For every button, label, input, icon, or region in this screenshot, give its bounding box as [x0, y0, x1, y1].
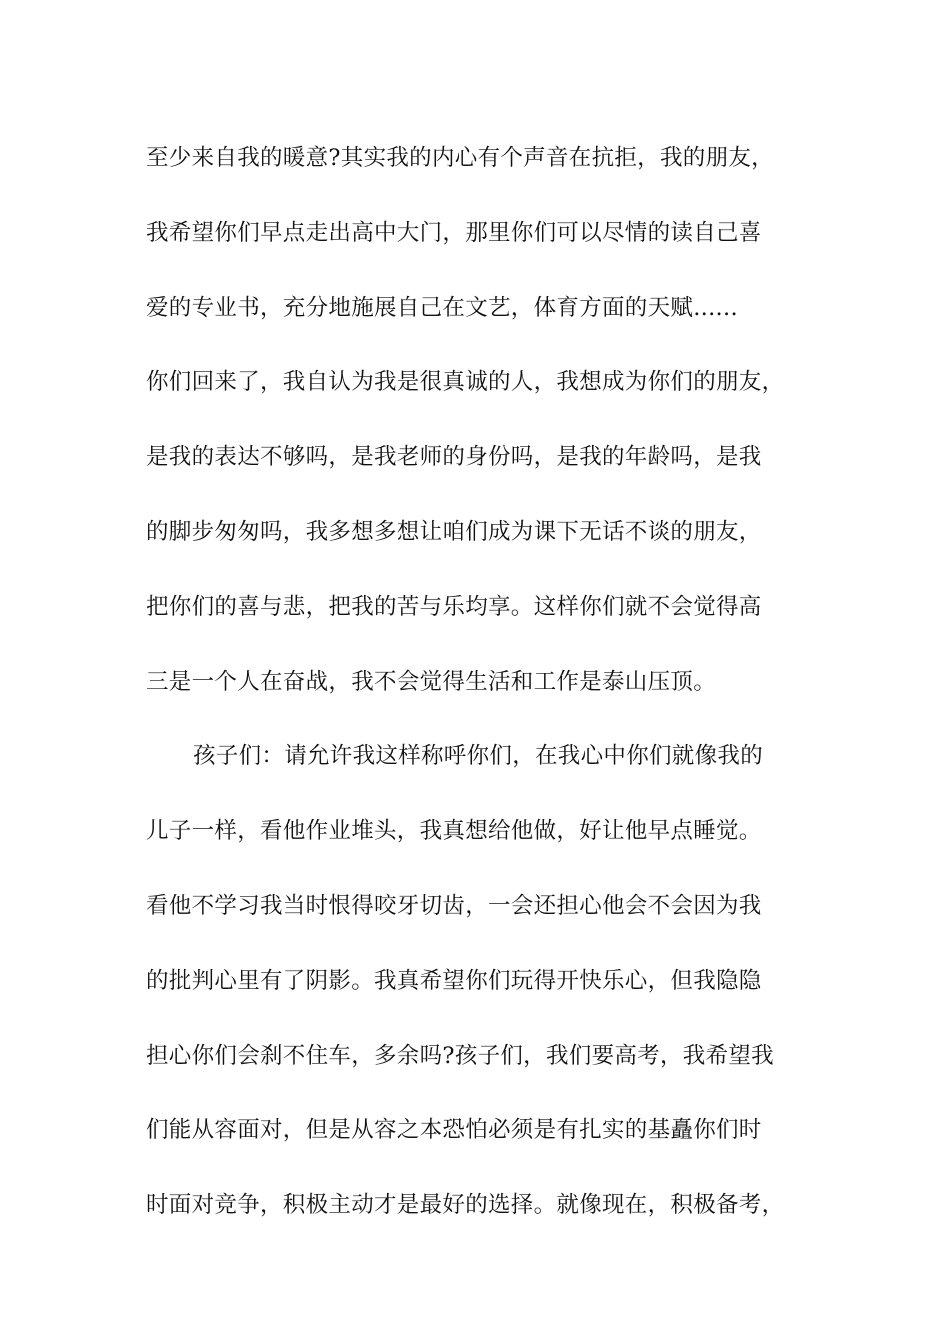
text-line: 儿子一样，看他作业堆头，我真想给他做，好让他早点睡觉。 — [146, 818, 762, 845]
text-line: 担心你们会刹不住车，多余吗?孩子们，我们要高考，我希望我 — [146, 1042, 774, 1069]
text-line: 时面对竞争，积极主动才是最好的选择。就像现在，积极备考， — [146, 1192, 785, 1219]
text-line: 的批判心里有了阴影。我真希望你们玩得开快乐心，但我隐隐 — [146, 967, 762, 994]
text-line: 你们回来了，我自认为我是很真诚的人，我想成为你们的朋友， — [146, 369, 785, 396]
text-line: 三是一个人在奋战，我不会觉得生活和工作是泰山压顶。 — [146, 668, 717, 695]
document-body — [146, 133, 826, 1255]
text-line: 我希望你们早点走出高中大门，那里你们可以尽情的读自己喜 — [146, 219, 762, 246]
text-line: 爱的专业书，充分地施展自己在文艺，体育方面的天赋...... — [146, 294, 738, 321]
text-line: 是我的表达不够吗，是我老师的身份吗，是我的年龄吗，是我 — [146, 444, 762, 471]
paragraph-first-line: 孩子们：请允许我这样称呼你们，在我心中你们就像我的 — [193, 743, 764, 770]
text-line: 们能从容面对，但是从容之本恐怕必须是有扎实的基矗你们时 — [146, 1117, 762, 1144]
text-line: 的脚步匆匆吗，我多想多想让咱们成为课下无话不谈的朋友， — [146, 518, 762, 545]
text-line: 把你们的喜与悲，把我的苦与乐均享。这样你们就不会觉得高 — [146, 593, 762, 620]
text-line: 看他不学习我当时恨得咬牙切齿，一会还担心他会不会因为我 — [146, 892, 762, 919]
text-line: 至少来自我的暖意?其实我的内心有个声音在抗拒，我的朋友， — [146, 145, 774, 171]
